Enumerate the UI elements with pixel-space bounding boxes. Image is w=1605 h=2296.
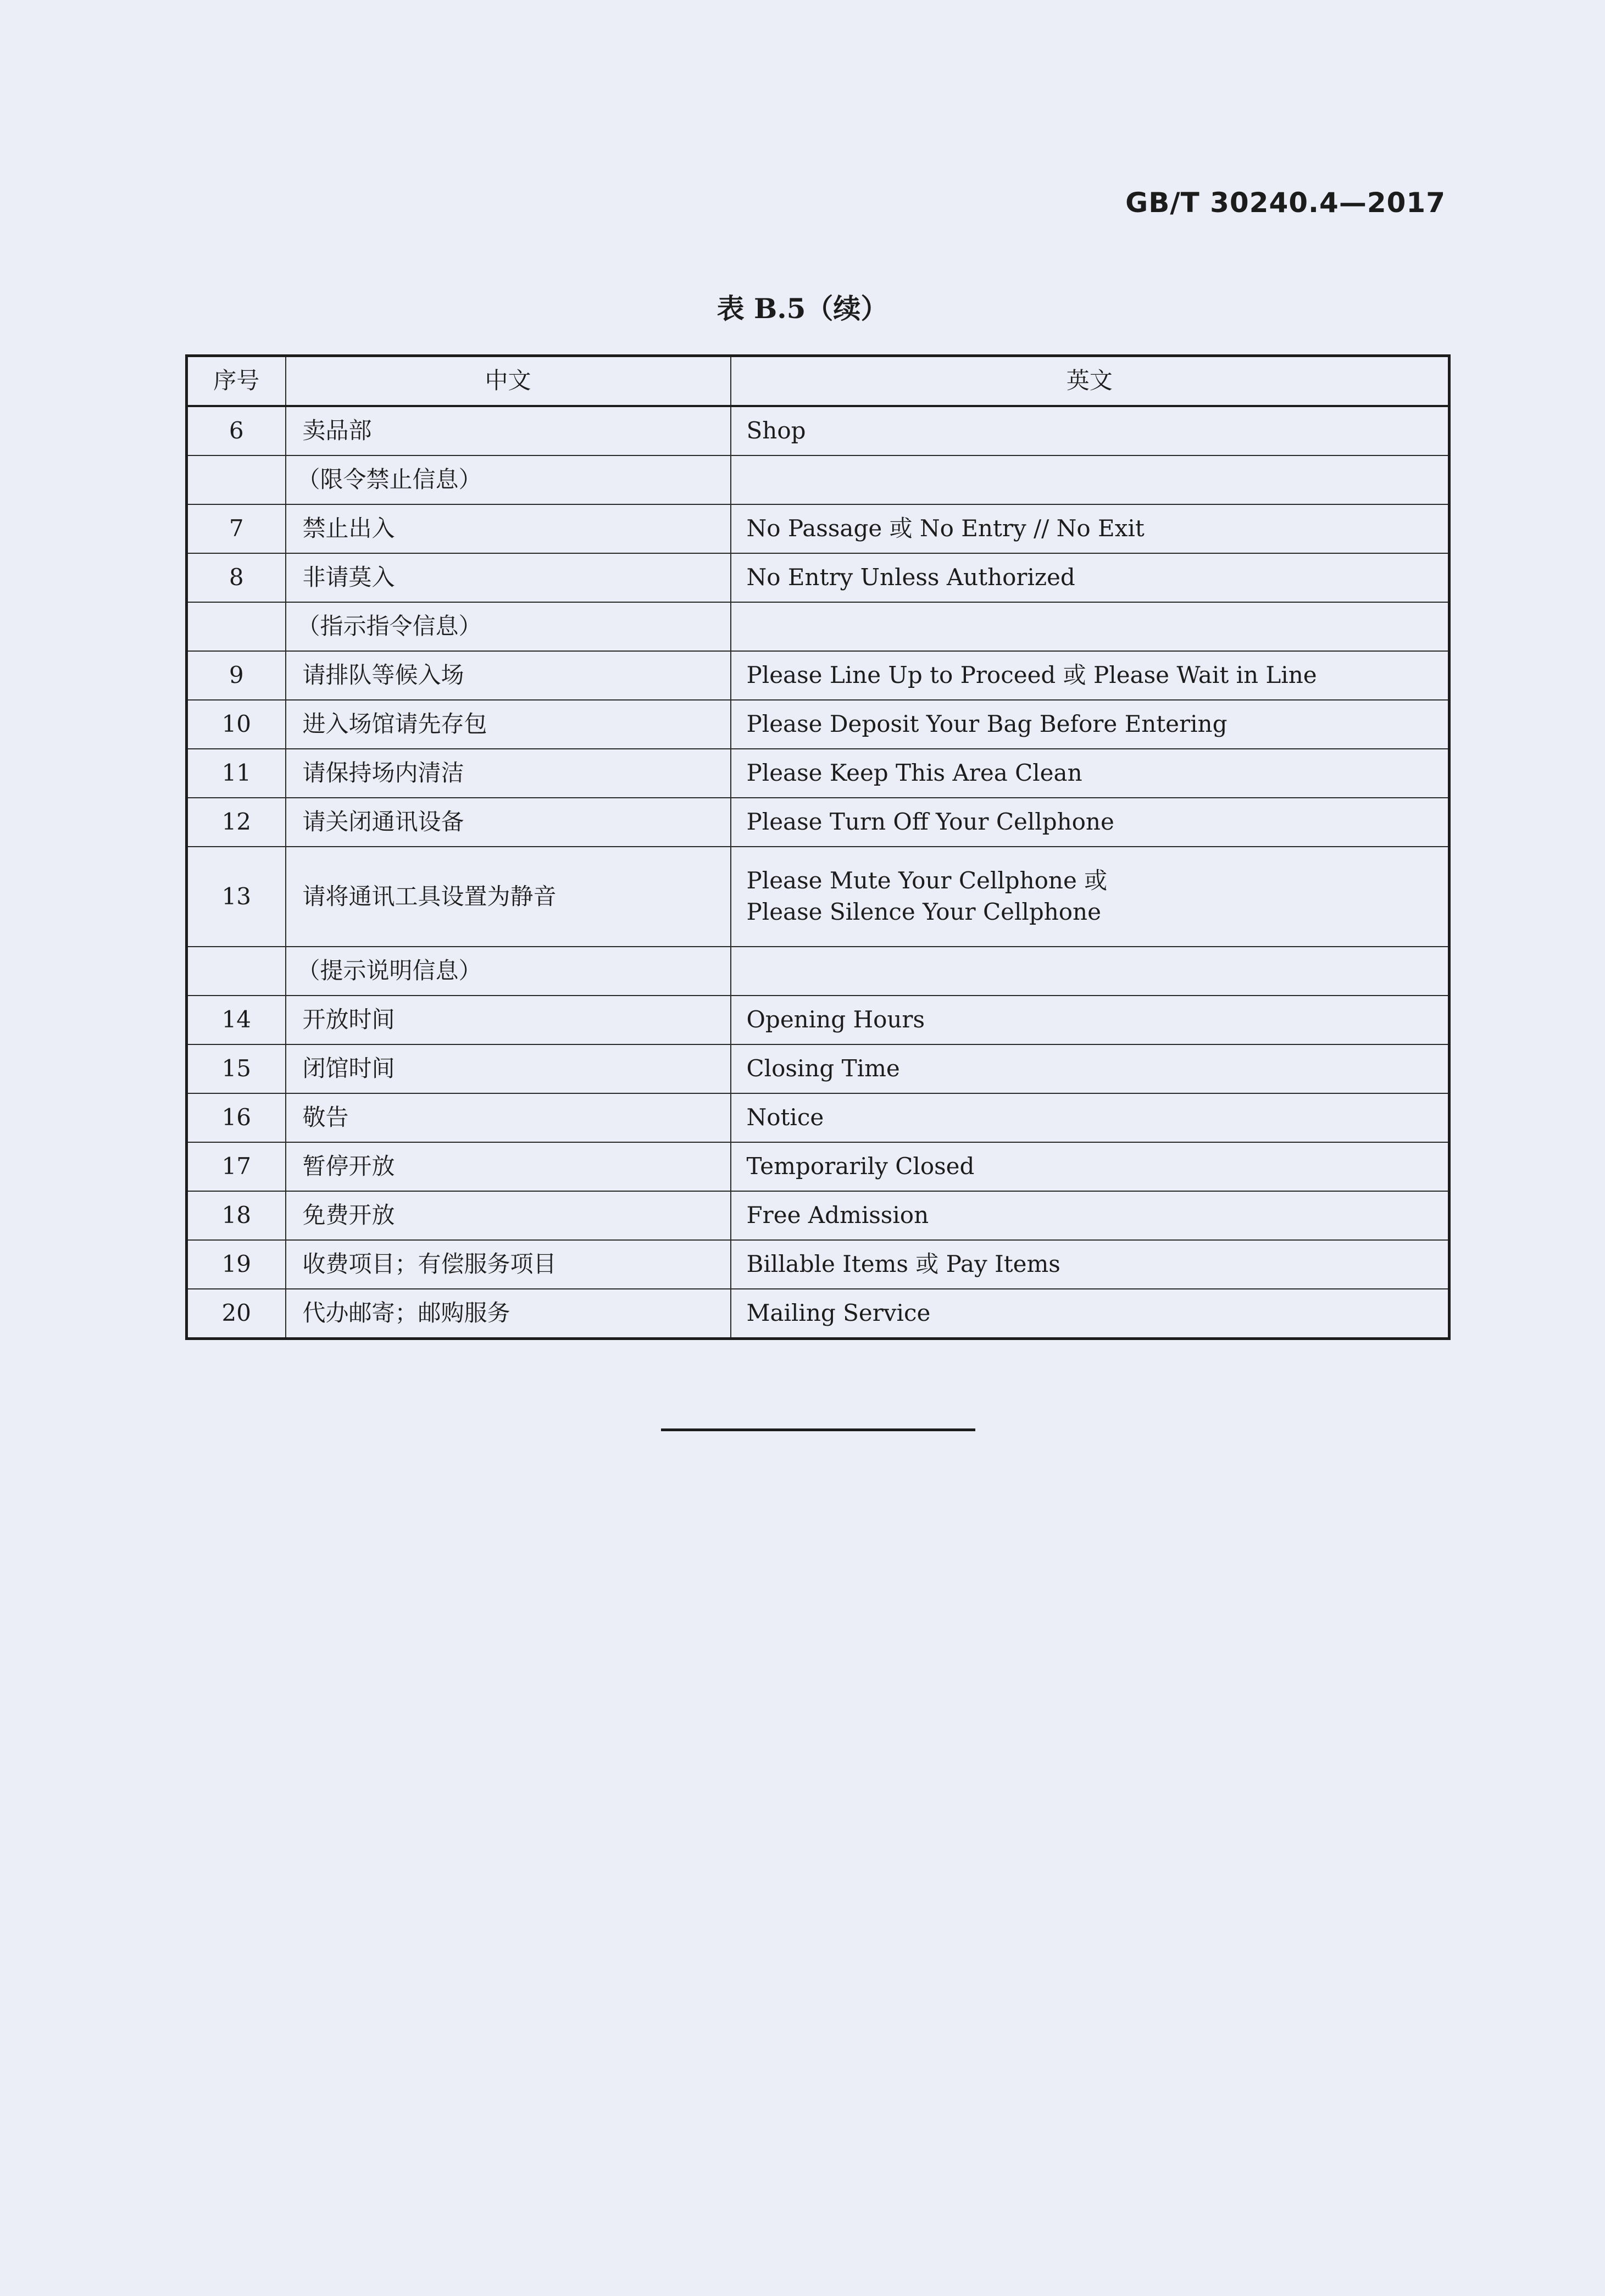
- chinese-term: 卖品部: [286, 406, 731, 455]
- table-row: [187, 1093, 1450, 1142]
- english-term-line: No Entry Unless Authorized: [746, 564, 1075, 591]
- row-number: 12: [187, 798, 286, 847]
- table-row: [187, 996, 1450, 1044]
- table-body: [187, 406, 1450, 1339]
- english-term-line: Mailing Service: [746, 1299, 931, 1327]
- terms-table: [185, 354, 1451, 1340]
- row-number: 7: [187, 504, 286, 553]
- chinese-term: 收费项目；有偿服务项目: [286, 1240, 731, 1289]
- section-row: [187, 455, 1450, 504]
- table-row: [187, 1191, 1450, 1240]
- table-row: [187, 553, 1450, 602]
- table-row: [187, 1142, 1450, 1191]
- section-number-cell: [187, 455, 286, 504]
- table-row: [187, 700, 1450, 749]
- english-term: [731, 651, 1450, 700]
- english-term-line: Temporarily Closed: [746, 1153, 975, 1180]
- section-english-cell: [731, 602, 1450, 651]
- english-term: [731, 749, 1450, 798]
- row-number: 14: [187, 996, 286, 1044]
- english-term: [731, 553, 1450, 602]
- row-number: 8: [187, 553, 286, 602]
- section-english-cell: [731, 947, 1450, 996]
- table-caption: 表 B.5（续）: [717, 292, 888, 325]
- section-english-cell: [731, 455, 1450, 504]
- row-number: 17: [187, 1142, 286, 1191]
- english-term: [731, 798, 1450, 847]
- row-number: 15: [187, 1044, 286, 1093]
- row-number: 16: [187, 1093, 286, 1142]
- table-row: [187, 1240, 1450, 1289]
- chinese-term: 请将通讯工具设置为静音: [286, 847, 731, 947]
- chinese-term: 敬告: [286, 1093, 731, 1142]
- table-row: [187, 1044, 1450, 1093]
- chinese-term: 请保持场内清洁: [286, 749, 731, 798]
- table-row: [187, 406, 1450, 455]
- row-number: 10: [187, 700, 286, 749]
- column-header-chinese: 中文: [286, 356, 731, 407]
- column-header-number: 序号: [187, 356, 286, 407]
- english-term-line: Closing Time: [746, 1055, 900, 1082]
- table-row: [187, 749, 1450, 798]
- row-number: 9: [187, 651, 286, 700]
- section-row: [187, 947, 1450, 996]
- row-number: 20: [187, 1289, 286, 1339]
- row-number: 11: [187, 749, 286, 798]
- chinese-term: 免费开放: [286, 1191, 731, 1240]
- end-rule: [661, 1428, 975, 1431]
- english-term: [731, 700, 1450, 749]
- section-number-cell: [187, 602, 286, 651]
- section-heading: （指示指令信息）: [286, 602, 731, 651]
- english-term: [731, 996, 1450, 1044]
- english-term-line: No Passage 或 No Entry // No Exit: [746, 515, 1145, 542]
- english-term: [731, 1093, 1450, 1142]
- row-number: 18: [187, 1191, 286, 1240]
- english-term-line: Please Line Up to Proceed 或 Please Wait in Line: [746, 661, 1317, 689]
- english-term: [731, 1240, 1450, 1289]
- english-term: [731, 504, 1450, 553]
- english-term: [731, 1142, 1450, 1191]
- table-row: [187, 504, 1450, 553]
- row-number: 6: [187, 406, 286, 455]
- row-number: 19: [187, 1240, 286, 1289]
- english-term-line: Please Keep This Area Clean: [746, 759, 1082, 787]
- english-term-line: Please Turn Off Your Cellphone: [746, 808, 1114, 836]
- section-heading: （提示说明信息）: [286, 947, 731, 996]
- chinese-term: 代办邮寄；邮购服务: [286, 1289, 731, 1339]
- chinese-term: 请排队等候入场: [286, 651, 731, 700]
- chinese-term: 禁止出入: [286, 504, 731, 553]
- english-term-line: Please Mute Your Cellphone 或: [746, 867, 1108, 894]
- table-header-row: [187, 356, 1450, 407]
- english-term-line: Notice: [746, 1104, 824, 1131]
- chinese-term: 闭馆时间: [286, 1044, 731, 1093]
- chinese-term: 非请莫入: [286, 553, 731, 602]
- table-row: [187, 651, 1450, 700]
- english-term-line: Please Deposit Your Bag Before Entering: [746, 710, 1228, 738]
- english-term-line: Free Admission: [746, 1202, 929, 1229]
- english-term: [731, 1191, 1450, 1240]
- section-heading: （限令禁止信息）: [286, 455, 731, 504]
- english-term: [731, 847, 1450, 947]
- chinese-term: 请关闭通讯设备: [286, 798, 731, 847]
- table-row: [187, 847, 1450, 947]
- english-term: [731, 1044, 1450, 1093]
- table-row: [187, 1289, 1450, 1339]
- section-number-cell: [187, 947, 286, 996]
- chinese-term: 暂停开放: [286, 1142, 731, 1191]
- table-row: [187, 798, 1450, 847]
- standard-code: GB/T 30240.4—2017: [1125, 187, 1446, 219]
- row-number: 13: [187, 847, 286, 947]
- english-term-line: Opening Hours: [746, 1006, 925, 1033]
- english-term-line: Shop: [746, 417, 806, 444]
- english-term: [731, 406, 1450, 455]
- chinese-term: 开放时间: [286, 996, 731, 1044]
- english-term: [731, 1289, 1450, 1339]
- section-row: [187, 602, 1450, 651]
- english-term-line: Please Silence Your Cellphone: [746, 898, 1101, 925]
- column-header-english: 英文: [731, 356, 1450, 407]
- english-term-line: Billable Items 或 Pay Items: [746, 1250, 1060, 1278]
- chinese-term: 进入场馆请先存包: [286, 700, 731, 749]
